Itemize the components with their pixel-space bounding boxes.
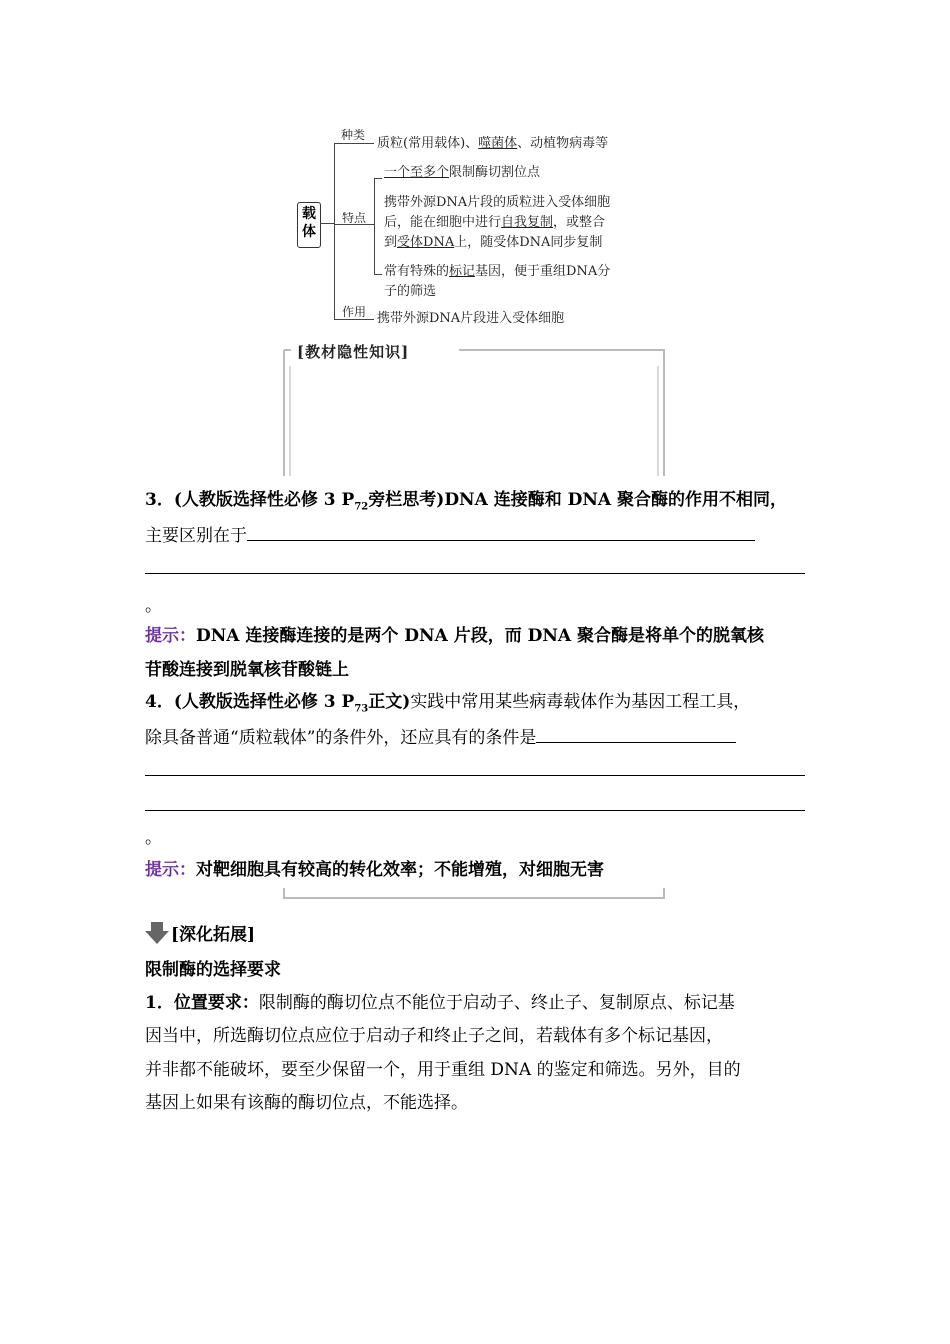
q3-line-2: 主要区别在于 [145, 522, 755, 548]
diagram-root-carrier: 载体 [297, 202, 321, 248]
q3-hint-line-1: 提示：DNA 连接酶连接的是两个 DNA 片段，而 DNA 聚合酶是将单个的脱氧核 [145, 626, 765, 646]
q4-line-2: 除具备普通“质粒载体”的条件外，还应具有的条件是 [145, 724, 736, 750]
kinds-text: 质粒(常用载体)、噬菌体、动植物病毒等 [377, 136, 609, 151]
extend-p1-line-1: 1．位置要求：限制酶的酶切位点不能位于启动子、终止子、复制原点、标记基 [145, 993, 735, 1013]
feature-3-line-2: 子的筛选 [384, 284, 437, 299]
q4-hint: 提示：对靶细胞具有较高的转化效率；不能增殖，对细胞无害 [145, 860, 604, 880]
role-text: 携带外源DNA片段进入受体细胞 [377, 311, 565, 326]
extend-heading: [深化拓展] [145, 922, 255, 947]
connector [374, 178, 382, 179]
q3-hint-line-2: 苷酸连接到脱氧核苷酸链上 [145, 660, 349, 680]
connector [374, 178, 375, 274]
extend-p1-line-2: 因当中，所选酶切位点应位于启动子和终止子之间，若载体有多个标记基因， [145, 1026, 723, 1046]
carrier-concept-diagram [0, 0, 950, 340]
down-arrow-icon [145, 922, 169, 944]
answer-blank[interactable] [247, 522, 755, 541]
q4-end: 。 [145, 828, 162, 848]
q3-line-1: 3．(人教版选择性必修 3 $P_{72}$旁栏思考)DNA 连接酶和 DNA 聚合酶的作用不相同， [145, 490, 788, 513]
answer-blank-line[interactable] [145, 810, 805, 811]
extend-subheading: 限制酶的选择要求 [145, 960, 281, 980]
connector [320, 223, 334, 224]
answer-blank[interactable] [536, 724, 736, 743]
hidden-knowledge-frame-bottom [283, 888, 665, 900]
q3-end: 。 [145, 596, 162, 616]
branch-label-features: 特点 [342, 211, 367, 225]
connector [374, 274, 382, 275]
hidden-knowledge-frame [283, 348, 665, 476]
extend-p1-line-3: 并非都不能破坏，要至少保留一个，用于重组 DNA 的鉴定和筛选。另外，目的 [145, 1060, 741, 1080]
feature-2-line-1: 携带外源DNA片段的质粒进入受体细胞 [384, 195, 611, 210]
extend-p1-line-4: 基因上如果有该酶的酶切位点，不能选择。 [145, 1093, 468, 1113]
feature-2-line-3: 到受体DNA上，随受体DNA同步复制 [384, 235, 603, 250]
q4-line-1: 4．(人教版选择性必修 3 $P_{73}$正文)实践中常用某些病毒载体作为基因工程工具， [145, 692, 751, 715]
feature-3-line-1: 常有特殊的标记基因，便于重组DNA分 [384, 264, 611, 279]
answer-blank-line[interactable] [145, 573, 805, 574]
branch-label-kinds: 种类 [341, 128, 366, 142]
feature-1: 一个至多个限制酶切割位点 [384, 165, 541, 180]
answer-blank-line[interactable] [145, 775, 805, 776]
hidden-knowledge-title: [教材隐性知识] [293, 341, 413, 362]
connector [334, 143, 335, 319]
branch-label-role: 作用 [342, 305, 367, 319]
feature-2-line-2: 后，能在细胞中进行自我复制，或整合 [384, 215, 606, 230]
